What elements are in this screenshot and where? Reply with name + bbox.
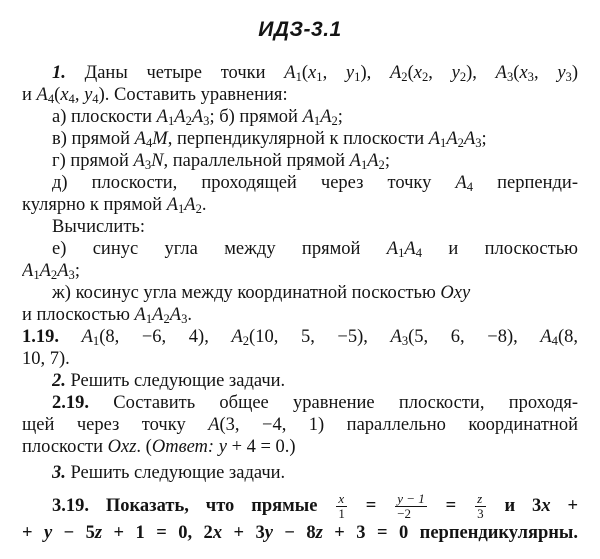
problem-1-item-zh: ж) косинус угла между координатной поскостью Oxy bbox=[52, 283, 471, 303]
variant-1-19-number: 1.19. bbox=[22, 327, 59, 347]
problem-3-19-line-1: 3.19. Показать, что прямые $\frac{x}{1}$ = $\frac{y - 1}{-2}$ = $\frac{z}{3}$ и 3x + bbox=[52, 492, 578, 521]
problem-1-line-2: и $A_4(x_4$, $y_4$). Составить уравнения: bbox=[22, 85, 288, 106]
variant-1-19-line-2: 10, 7). bbox=[22, 349, 70, 369]
problem-2-number: 2. bbox=[52, 371, 66, 391]
problem-3-heading: 3. Решить следующие задачи. bbox=[52, 463, 286, 483]
problem-1-item-e-cont: $A_1A_2A_3$; bbox=[22, 261, 80, 282]
document-title: ИДЗ-3.1 bbox=[258, 18, 342, 41]
problem-1-item-v: в) прямой $A_4M$, перпендикулярной к плоскости $A_1A_2A_3$; bbox=[52, 129, 487, 150]
problem-1-item-a-b: а) плоскости $A_1A_2A_3$; б) прямой $A_1A_2$; bbox=[52, 107, 343, 128]
problem-1-compute-heading: Вычислить: bbox=[52, 217, 145, 237]
problem-1-item-d: д) плоскости, проходящей через точку $A_4$ перпенди- bbox=[52, 173, 578, 194]
problem-2-19-line-3: плоскости Oxz. (Ответ: y + 4 = 0.) bbox=[22, 437, 296, 457]
problem-2-19-number: 2.19. bbox=[52, 393, 89, 413]
problem-2-heading: 2. Решить следующие задачи. bbox=[52, 371, 286, 391]
problem-1-line-1: 1. Даны четыре точки $A_1(x_1$, $y_1$), $A_2(x_2$, $y_2$), $A_3(x_3$, $y_3$) bbox=[52, 63, 578, 84]
problem-1-item-e: е) синус угла между прямой $A_1A_4$ и плоскостью bbox=[52, 239, 578, 260]
problem-3-19-line-2: + y − 5z + 1 = 0, 2x + 3y − 8z + 3 = 0 перпендикулярны. bbox=[22, 523, 578, 543]
fraction-z: $\frac{z}{3}$ bbox=[477, 492, 484, 521]
problem-3-19-number: 3.19. bbox=[52, 495, 89, 516]
fraction-x: $\frac{x}{1}$ bbox=[338, 492, 345, 521]
variant-1-19-line-1: 1.19. $A_1(8$, −6, 4), $A_2(10$, 5, −5), $A_3(5$, 6, −8), $A_4(8$, bbox=[22, 327, 578, 348]
problem-1-item-g: г) прямой $A_3N$, параллельной прямой $A_1A_2$; bbox=[52, 151, 390, 172]
problem-3-number: 3. bbox=[52, 463, 66, 483]
problem-2-19-line-1: 2.19. Составить общее уравнение плоскости, проходя- bbox=[52, 393, 578, 413]
problem-1-item-d-cont: кулярно к прямой $A_1A_2$. bbox=[22, 195, 207, 216]
fraction-y: $\frac{y - 1}{-2}$ bbox=[397, 492, 425, 521]
problem-2-19-line-2: щей через точку A(3, −4, 1) параллельно координатной bbox=[22, 415, 578, 435]
problem-1-item-zh-cont: и плоскостью $A_1A_2A_3$. bbox=[22, 305, 192, 326]
problem-1-number: 1. bbox=[52, 63, 66, 83]
